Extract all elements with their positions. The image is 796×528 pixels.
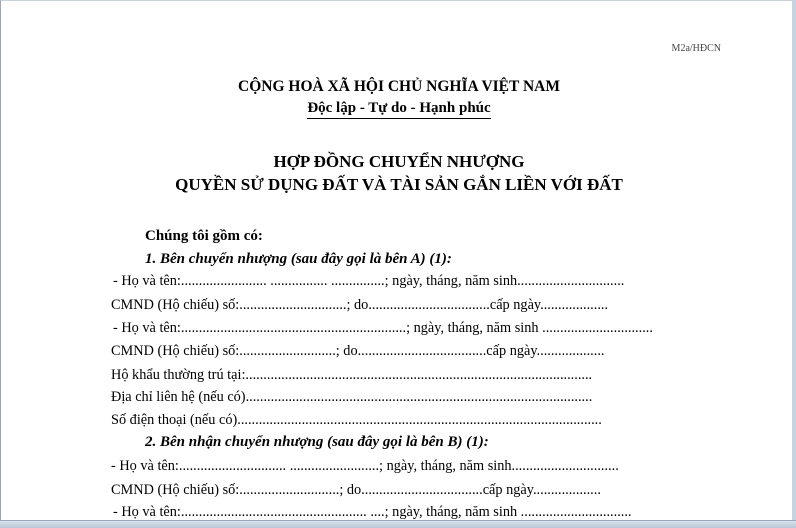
window-bottom-strip [0, 520, 796, 528]
party-b-heading: 2. Bên nhận chuyển nhượng (sau đây gọi là bên B) (1): [145, 434, 489, 450]
party-a-line: Địa chỉ liên hệ (nếu có)................................................................................................. [111, 389, 593, 405]
contract-title-line1: HỢP ĐỒNG CHUYỂN NHƯỢNG [273, 152, 525, 171]
motto-text: Độc lập - Tự do - Hạnh phúc [307, 100, 490, 119]
party-a-line: - Họ và tên:...............................................................; ngày, tháng, năm sinh ............................... [113, 320, 653, 336]
party-a-heading: 1. Bên chuyển nhượng (sau đây gọi là bên A) (1): [145, 251, 452, 267]
party-a-line: Hộ khẩu thường trú tại:................................................................................................. [111, 367, 593, 383]
party-b-line: - Họ và tên:.................................................... ....; ngày, tháng, năm sinh ............................... [113, 504, 632, 520]
party-b-line: - Họ và tên:.............................. .........................; ngày, tháng, năm sinh.............................. [111, 458, 619, 474]
nation-title: CỘNG HOÀ XÃ HỘI CHỦ NGHĨA VIỆT NAM [238, 78, 560, 95]
form-code: M2a/HĐCN [671, 43, 721, 54]
party-a-line: CMND (Hộ chiếu) số:..............................; do..................................cấp ngày................... [111, 297, 609, 313]
party-a-line: CMND (Hộ chiếu) số:...........................; do....................................cấp ngày................... [111, 343, 605, 359]
party-b-line: CMND (Hộ chiếu) số:............................; do..................................cấp ngày................... [111, 482, 601, 498]
party-a-line: - Họ và tên:........................ ................ ...............; ngày, tháng, năm sinh.............................. [113, 273, 625, 289]
contract-title-line2: QUYỀN SỬ DỤNG ĐẤT VÀ TÀI SẢN GẮN LIỀN VỚI ĐẤT [175, 175, 623, 194]
window-right-border [792, 0, 796, 528]
party-a-line: Số điện thoại (nếu có)...................................................................................................... [111, 412, 602, 428]
intro-text: Chúng tôi gồm có: [145, 228, 263, 244]
motto [1, 100, 793, 119]
